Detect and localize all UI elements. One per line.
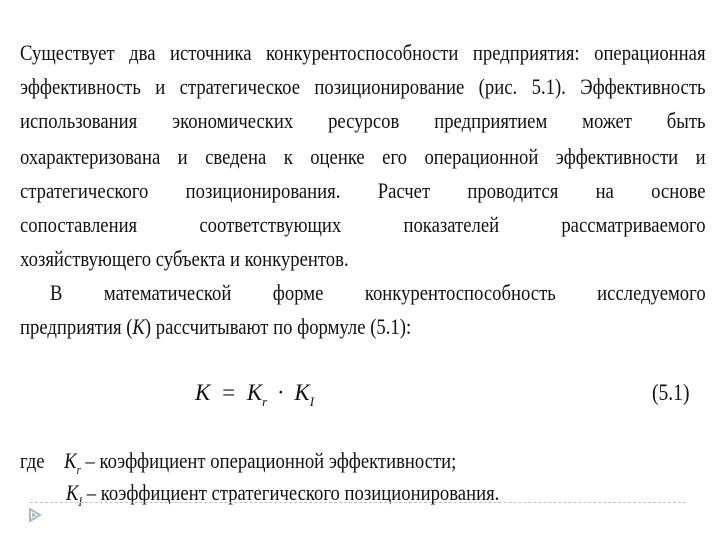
word: соответствующих bbox=[199, 212, 342, 237]
paragraph-1-line-6 bbox=[20, 212, 706, 238]
word: ресурсов bbox=[328, 108, 400, 133]
word: позиционирования. bbox=[185, 178, 341, 203]
word: Расчет bbox=[377, 178, 431, 203]
justified-row bbox=[20, 144, 706, 170]
definition-line-2 bbox=[66, 480, 499, 515]
formula-k1: K bbox=[246, 380, 263, 405]
formula-dot: · bbox=[276, 380, 285, 405]
where-label: где bbox=[20, 448, 45, 473]
paragraph-2-symbol: K bbox=[132, 314, 145, 339]
dotted-divider bbox=[30, 502, 686, 503]
word: В bbox=[50, 280, 63, 305]
definition-2-symbol-sub: I bbox=[78, 494, 83, 509]
word: конкурентоспособность bbox=[364, 280, 556, 305]
word: может bbox=[582, 108, 632, 133]
word: Эффективность bbox=[580, 74, 706, 99]
word: и bbox=[695, 144, 706, 169]
paragraph-2-line-1 bbox=[50, 280, 706, 306]
paragraph-1-last-line-text: хозяйствующего субъекта и конкурентов. bbox=[20, 246, 349, 271]
definition-line-1 bbox=[20, 448, 456, 483]
formula-lhs: K bbox=[195, 380, 211, 405]
justified-row bbox=[20, 74, 706, 100]
word: математической bbox=[103, 280, 232, 305]
justified-row bbox=[20, 212, 706, 238]
word: конкурентоспособности bbox=[265, 40, 459, 65]
word: операционной bbox=[424, 144, 539, 169]
word: эффективности bbox=[555, 144, 679, 169]
word: форме bbox=[272, 280, 324, 305]
definition-1-text: – коэффициент операционной эффективности; bbox=[85, 448, 457, 473]
word: его bbox=[382, 144, 408, 169]
definition-1-symbol-sub: r bbox=[76, 462, 81, 477]
formula bbox=[195, 380, 314, 415]
bullet-arrow-icon bbox=[28, 508, 42, 522]
word: показателей bbox=[403, 212, 500, 237]
word: к bbox=[283, 144, 293, 169]
word: проводится bbox=[467, 178, 559, 203]
paragraph-2-prefix: предприятия ( bbox=[20, 314, 133, 339]
word: основе bbox=[651, 178, 706, 203]
word: 5.1). bbox=[531, 74, 566, 99]
word: экономических bbox=[172, 108, 294, 133]
word: сведена bbox=[205, 144, 267, 169]
justified-row bbox=[20, 40, 706, 66]
formula-number: (5.1) bbox=[652, 380, 690, 405]
paragraph-1-line-1 bbox=[20, 40, 706, 66]
word: (рис. bbox=[478, 74, 518, 99]
definition-2-text: – коэффициент стратегического позиционирования. bbox=[86, 480, 500, 505]
paragraph-2-suffix: ) рассчитывают по формуле (5.1): bbox=[144, 314, 412, 339]
paragraph-1-line-4 bbox=[20, 144, 706, 170]
paragraph-1-line-3 bbox=[20, 108, 706, 134]
justified-row bbox=[20, 178, 706, 204]
word: оценке bbox=[310, 144, 365, 169]
word: операционная bbox=[594, 40, 706, 65]
justified-row bbox=[20, 108, 706, 134]
word: два bbox=[129, 40, 156, 65]
word: охарактеризована bbox=[20, 144, 161, 169]
formula-k2-sub: I bbox=[309, 394, 315, 409]
word: предприятия: bbox=[472, 40, 580, 65]
definition-1-symbol bbox=[64, 448, 81, 477]
formula-k1-sub: r bbox=[262, 394, 268, 409]
word: и bbox=[177, 144, 188, 169]
word: и bbox=[155, 74, 166, 99]
formula-k2: K bbox=[294, 380, 310, 405]
paragraph-2-line-2 bbox=[20, 314, 589, 340]
definition-2-symbol-letter: K bbox=[66, 480, 79, 505]
word: позиционирование bbox=[314, 74, 465, 99]
word: источника bbox=[169, 40, 252, 65]
paragraph-1-line-7 bbox=[20, 246, 589, 272]
word: на bbox=[595, 178, 614, 203]
word: эффективность bbox=[20, 74, 141, 99]
formula-equals: = bbox=[222, 380, 236, 405]
word: рассматриваемого bbox=[561, 212, 706, 237]
word: сопоставления bbox=[20, 212, 138, 237]
word: Существует bbox=[20, 40, 115, 65]
paragraph-1-line-5 bbox=[20, 178, 706, 204]
word: стратегическое bbox=[179, 74, 301, 99]
word: быть bbox=[666, 108, 706, 133]
word: предприятием bbox=[434, 108, 548, 133]
justified-row bbox=[50, 280, 706, 306]
definition-1-symbol-letter: K bbox=[64, 448, 77, 473]
paragraph-1-line-2 bbox=[20, 74, 706, 100]
word: стратегического bbox=[20, 178, 149, 203]
word: использования bbox=[20, 108, 138, 133]
word: исследуемого bbox=[597, 280, 706, 305]
